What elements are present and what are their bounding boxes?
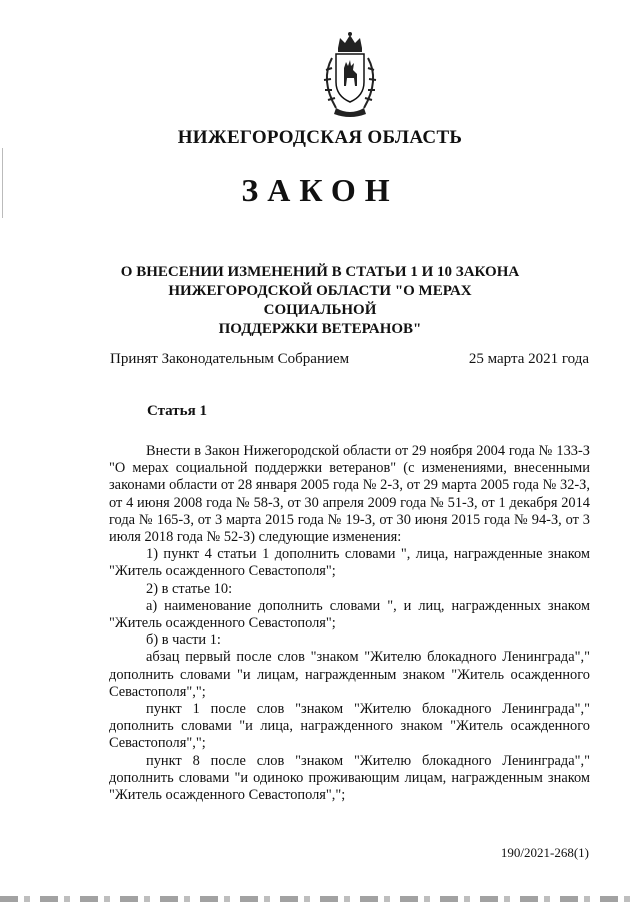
adoption-label: Принят Законодательным Собранием xyxy=(110,351,350,367)
law-title-line: ПОДДЕРЖКИ ВЕТЕРАНОВ" xyxy=(218,321,422,337)
article-heading: Статья 1 xyxy=(147,403,207,419)
article-paragraph: а) наименование дополнить словами ", и лиц, награжденных знаком "Житель осажденного Севастополя"; xyxy=(109,597,590,632)
article-paragraph: пункт 1 после слов "знаком "Жителю блокадного Ленинграда"," дополнить словами "и лица, награжденного знаком "Житель осажденного Севастополя","; xyxy=(109,701,590,752)
document-type-heading: ЗАКОН xyxy=(241,172,399,208)
law-title-line: О ВНЕСЕНИИ ИЗМЕНЕНИЙ В СТАТЬИ 1 И 10 ЗАКОНА xyxy=(120,264,520,280)
scan-bottom-edge xyxy=(0,896,640,902)
law-title-line: НИЖЕГОРОДСКОЙ ОБЛАСТИ "О МЕРАХ СОЦИАЛЬНОЙ xyxy=(168,283,472,318)
article-body xyxy=(109,443,590,804)
adoption-date: 25 марта 2021 года xyxy=(468,351,589,367)
article-paragraph: 1) пункт 4 статьи 1 дополнить словами ", лица, награжденные знаком "Житель осажденного Севастополя"; xyxy=(109,546,590,580)
law-title xyxy=(120,263,520,339)
article-paragraph: Внести в Закон Нижегородской области от 29 ноября 2004 года № 133-З "О мерах социальной поддержки ветеранов" (с изменениями, внесенными законами области от 28 января 2005 года № 2-З, от 29 марта 2005 года № 32-З, от 4 июня 2008 года № 58-З, от 30 апреля 2009 года № 51-З, от 1 декабря 2014 года № 165-З, от 3 марта 2015 года № 19-З, от 30 июня 2015 года № 94-З, от 3 июля 2018 года № 52-З) следующие изменения: xyxy=(109,443,590,546)
article-paragraph: абзац первый после слов "знаком "Жителю блокадного Ленинграда"," дополнить словами "и лицам, награжденным знаком "Житель осажденного Севастополя","; xyxy=(109,649,590,700)
article-paragraph: 2) в статье 10: xyxy=(146,580,233,597)
document-code: 190/2021-268(1) xyxy=(500,845,589,860)
article-paragraph: б) в части 1: xyxy=(146,632,221,649)
article-paragraph: пункт 8 после слов "знаком "Жителю блокадного Ленинграда"," дополнить словами "и одиноко проживающим лицам, награжденным знаком "Житель осажденного Севастополя","; xyxy=(109,752,590,804)
coat-of-arms-icon xyxy=(310,30,390,120)
region-heading: НИЖЕГОРОДСКАЯ ОБЛАСТЬ xyxy=(177,127,463,148)
